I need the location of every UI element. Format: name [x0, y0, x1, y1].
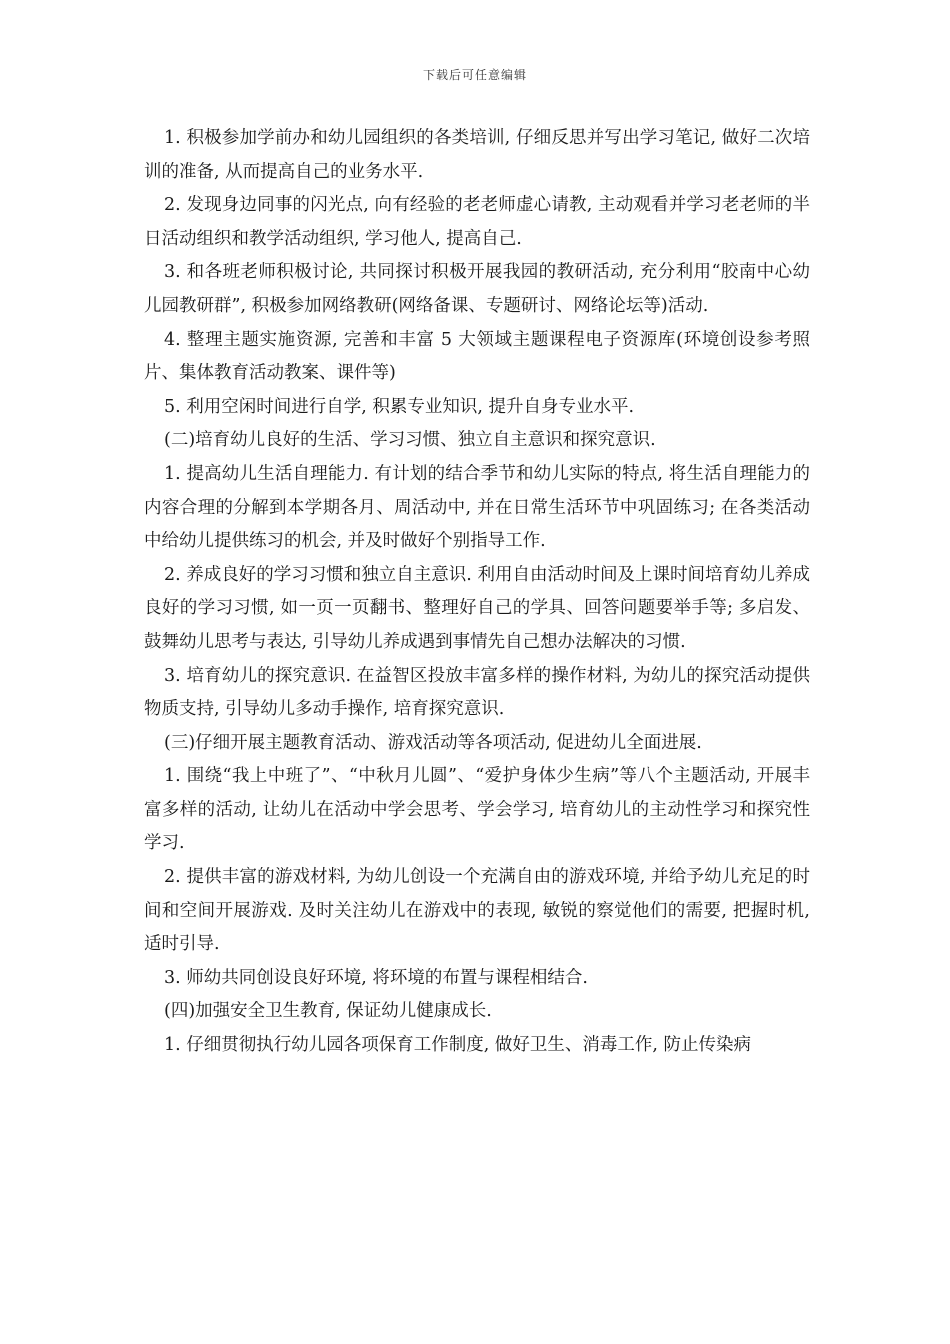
section-heading: (三)仔细开展主题教育活动、游戏活动等各项活动, 促进幼儿全面进展. [164, 732, 702, 753]
paragraph: 3. 培育幼儿的探究意识. 在益智区投放丰富多样的操作材料, 为幼儿的探究活动提供物质支持, 引导幼儿多动手操作, 培育探究意识. [144, 665, 810, 720]
paragraph: 1. 积极参加学前办和幼儿园组织的各类培训, 仔细反思并写出学习笔记, 做好二次培训的准备, 从而提高自己的业务水平. [144, 128, 810, 182]
paragraph: 3. 和各班老师积极讨论, 共同探讨积极开展我园的教研活动, 充分利用“胶南中心幼儿园教研群”, 积极参加网络教研(网络备课、专题研讨、网络论坛等)活动. [144, 262, 810, 316]
section-heading: (四)加强安全卫生教育, 保证幼儿健康成长. [164, 1001, 492, 1022]
document-body [144, 122, 810, 1063]
section-heading: (二)培育幼儿良好的生活、学习习惯、独立自主意识和探究意识. [164, 430, 656, 451]
paragraph: 2. 提供丰富的游戏材料, 为幼儿创设一个充满自由的游戏环境, 并给予幼儿充足的时间和空间开展游戏. 及时关注幼儿在游戏中的表现, 敏锐的察觉他们的需要, 把握时机, 适时引导. [144, 867, 810, 955]
paragraph: 5. 利用空闲时间进行自学, 积累专业知识, 提升自身专业水平. [164, 396, 635, 417]
paragraph: 2. 发现身边同事的闪光点, 向有经验的老老师虚心请教, 主动观看并学习老老师的半日活动组织和教学活动组织, 学习他人, 提高自己. [144, 195, 810, 249]
page-header-note: 下载后可任意编辑 [422, 68, 527, 82]
paragraph: 1. 仔细贯彻执行幼儿园各项保育工作制度, 做好卫生、消毒工作, 防止传染病 [164, 1035, 752, 1056]
paragraph: 1. 提高幼儿生活自理能力. 有计划的结合季节和幼儿实际的特点, 将生活自理能力的内容合理的分解到本学期各月、周活动中, 并在日常生活环节中巩固练习; 在各类活动中给幼儿提供练习的机会, 并及时做好个别指导工作. [144, 463, 810, 552]
paragraph: 4. 整理主题实施资源, 完善和丰富 5 大领域主题课程电子资源库(环境创设参考照片、集体教育活动教案、课件等) [144, 329, 810, 384]
paragraph: 1. 围绕“我上中班了”、“中秋月儿圆”、“爱护身体少生病”等八个主题活动, 开展丰富多样的活动, 让幼儿在活动中学会思考、学会学习, 培育幼儿的主动性学习和探究性学习. [144, 766, 810, 854]
paragraph: 2. 养成良好的学习习惯和独立自主意识. 利用自由活动时间及上课时间培育幼儿养成良好的学习习惯, 如一页一页翻书、整理好自己的学具、回答问题要举手等; 多启发、鼓舞幼儿思考与表达, 引导幼儿养成遇到事情先自己想办法解决的习惯. [144, 564, 810, 652]
paragraph: 3. 师幼共同创设良好环境, 将环境的布置与课程相结合. [164, 967, 588, 988]
